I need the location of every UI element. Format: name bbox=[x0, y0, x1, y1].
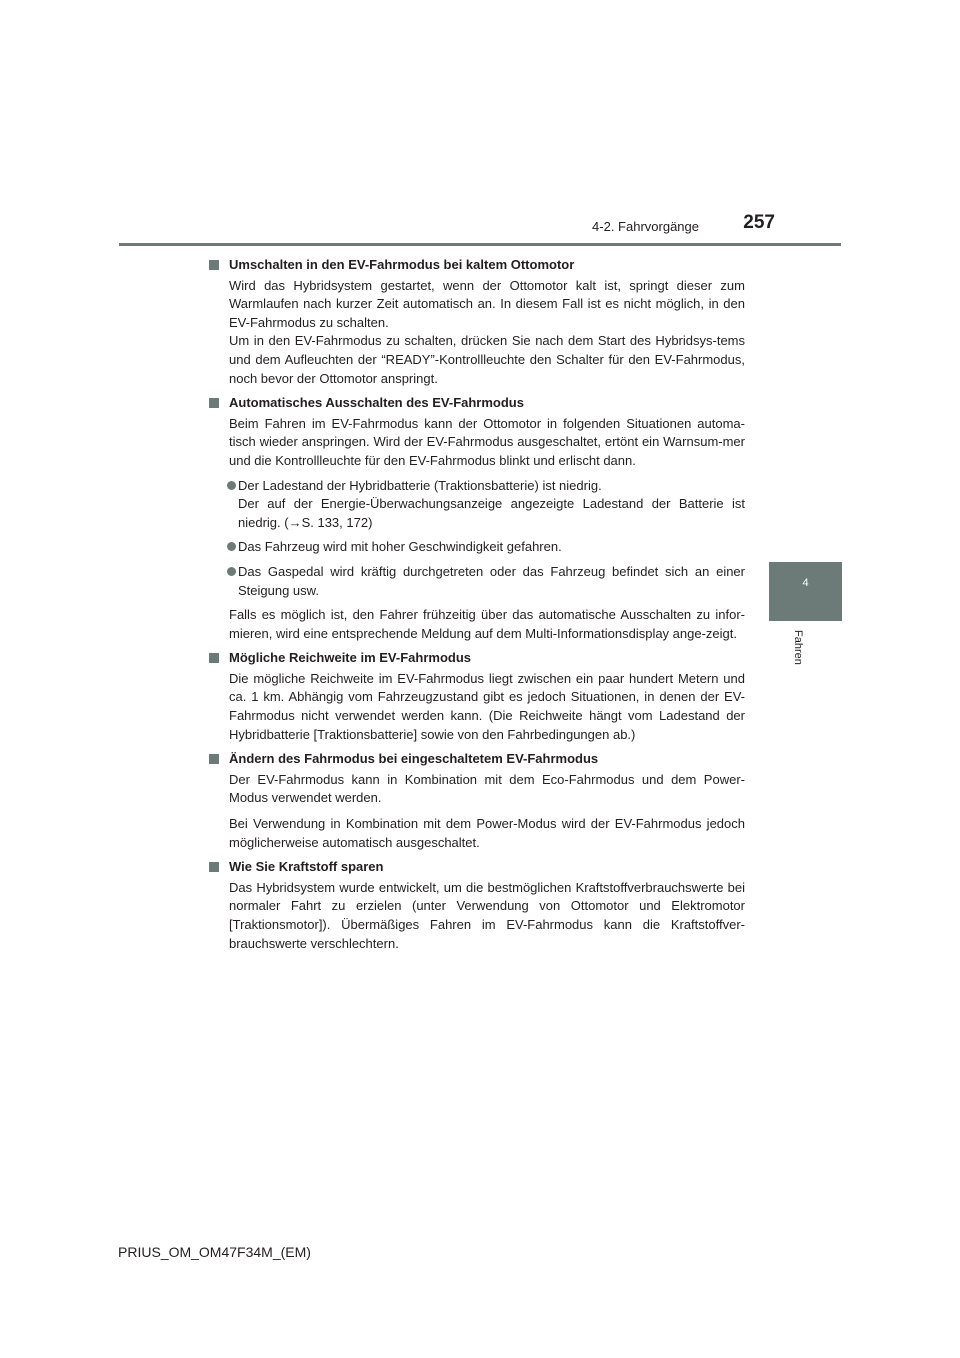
chapter-title: Fahren bbox=[792, 630, 804, 665]
list-item bbox=[208, 563, 745, 600]
paragraph: Wird das Hybridsystem gestartet, wenn der Ottomotor kalt ist, springt dieser zum Warmlaufen nach kurzer Zeit automatisch an. In diesem Fall ist es nicht möglich, in den EV-Fahrmodus zu schalten. bbox=[229, 277, 745, 330]
paragraph: Der EV-Fahrmodus kann in Kombination mit dem Eco-Fahrmodus und dem Power-Modus verwendet werden. bbox=[229, 771, 745, 806]
bullet-text: Der auf der Energie-Überwachungsanzeige angezeigte Ladestand der Batterie ist niedrig. (→S. 133, 172) bbox=[238, 496, 745, 530]
chapter-number: 4 bbox=[802, 577, 809, 589]
heading-text: Ändern des Fahrmodus bei eingeschaltetem EV-Fahrmodus bbox=[229, 751, 599, 767]
chapter-tab bbox=[769, 562, 842, 621]
paragraph: Falls es möglich ist, den Fahrer frühzeitig über das automatische Ausschalten zu infor-mieren, wird eine entsprechende Meldung auf dem Multi-Informationsdisplay ange-zeigt. bbox=[229, 607, 745, 641]
square-bullet-icon bbox=[209, 398, 219, 408]
paragraph: Die mögliche Reichweite im EV-Fahrmodus liegt zwischen ein paar hundert Metern und ca. 1 km. Abhängig vom Fahrzeugzustand gibt es jedoch Situationen, in denen der EV-Fahrmodus nicht verwendet werden kann. (Die Reichweite hängt vom Ladestand der Hybridbatterie [Traktionsbatterie] sowie von den Fahrbedingungen ab.) bbox=[229, 670, 745, 742]
header-section-title: 4-2. Fahrvorgänge bbox=[592, 219, 699, 234]
paragraph: Das Hybridsystem wurde entwickelt, um die bestmöglichen Kraftstoffverbrauchswerte bei normaler Fahrt zu erzielen (unter Verwendung von Ottomotor und Elektromotor [Traktionsmotor]). Übermäßiges Fahren im EV-Fahrmodus kann die Kraftstoffver-brauchswerte verschlechtern. bbox=[229, 879, 745, 951]
list-item bbox=[208, 477, 745, 533]
section-heading bbox=[208, 649, 745, 668]
section-cold-engine bbox=[208, 256, 745, 388]
circle-bullet-icon bbox=[227, 567, 236, 576]
circle-bullet-icon bbox=[227, 481, 236, 490]
section-heading bbox=[208, 256, 745, 275]
section-auto-off bbox=[208, 394, 745, 643]
square-bullet-icon bbox=[209, 754, 219, 764]
circle-bullet-icon bbox=[227, 542, 236, 551]
bullet-text: Das Gaspedal wird kräftig durchgetreten oder das Fahrzeug befindet sich an einer Steigung usw. bbox=[238, 563, 745, 598]
paragraph: Bei Verwendung in Kombination mit dem Power-Modus wird der EV-Fahrmodus jedoch möglicherweise automatisch ausgeschaltet. bbox=[229, 816, 745, 850]
page-content bbox=[208, 256, 745, 959]
section-heading bbox=[208, 394, 745, 413]
square-bullet-icon bbox=[209, 260, 219, 270]
header-rule bbox=[119, 243, 841, 246]
bullet-text: Das Fahrzeug wird mit hoher Geschwindigkeit gefahren. bbox=[238, 539, 562, 555]
paragraph: Beim Fahren im EV-Fahrmodus kann der Ottomotor in folgenden Situationen automa-tisch wieder anspringen. Wird der EV-Fahrmodus ausgeschaltet, ertönt ein Warnsum-mer und die Kontrollleuchte für den EV-Fahrmodus blinkt und erlischt dann. bbox=[229, 415, 745, 468]
page-number: 257 bbox=[743, 212, 775, 233]
section-heading bbox=[208, 858, 745, 877]
section-heading bbox=[208, 750, 745, 769]
square-bullet-icon bbox=[209, 862, 219, 872]
paragraph: Um in den EV-Fahrmodus zu schalten, drücken Sie nach dem Start des Hybridsys-tems und dem Aufleuchten der “READY”-Kontrollleuchte den Schalter für den EV-Fahrmodus, noch bevor der Ottomotor anspringt. bbox=[229, 333, 745, 386]
heading-text: Automatisches Ausschalten des EV-Fahrmodus bbox=[229, 395, 524, 411]
section-fuel-saving bbox=[208, 858, 745, 953]
document-code: PRIUS_OM_OM47F34M_(EM) bbox=[118, 1244, 311, 1260]
section-range bbox=[208, 649, 745, 744]
list-item bbox=[208, 538, 745, 557]
bullet-text: Der Ladestand der Hybridbatterie (Traktionsbatterie) ist niedrig. bbox=[238, 477, 602, 493]
square-bullet-icon bbox=[209, 653, 219, 663]
bullet-list bbox=[208, 477, 745, 601]
heading-text: Mögliche Reichweite im EV-Fahrmodus bbox=[229, 650, 471, 666]
heading-text: Wie Sie Kraftstoff sparen bbox=[229, 859, 384, 875]
section-mode-change bbox=[208, 750, 745, 852]
heading-text: Umschalten in den EV-Fahrmodus bei kaltem Ottomotor bbox=[229, 257, 575, 272]
